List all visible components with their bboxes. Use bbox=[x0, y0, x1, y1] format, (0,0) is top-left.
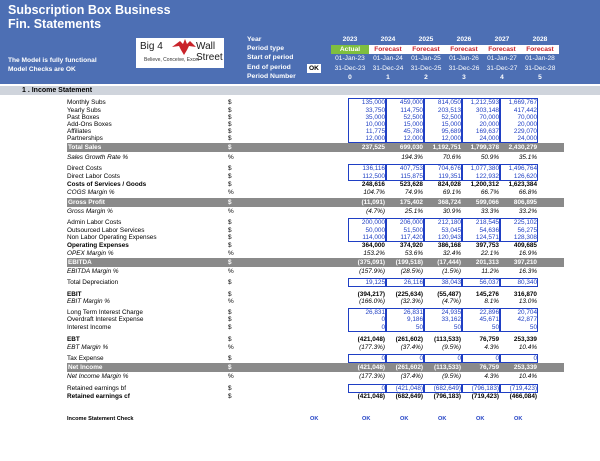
row-label-net-income: Net Income bbox=[68, 364, 103, 371]
row-label-costs-of-services-goods: Costs of Services / Goods bbox=[67, 181, 147, 188]
cell-value: 153.2% bbox=[363, 250, 385, 257]
cell-value: (796,183) bbox=[471, 385, 499, 392]
cell-value: 22.1% bbox=[480, 250, 499, 257]
cell-value: 814,050 bbox=[437, 99, 461, 106]
period-label-type: Period type bbox=[247, 45, 285, 52]
cell-value: 0 bbox=[419, 355, 423, 362]
cell-value: (28.5%) bbox=[400, 268, 423, 275]
row-label-retained-earnings-bf: Retained earnings bf bbox=[67, 385, 126, 392]
period-year: 2028 bbox=[532, 36, 548, 43]
cell-value: 225,102 bbox=[513, 219, 537, 226]
logo-text-right: Wall Street bbox=[196, 41, 223, 63]
row-label-total-depreciation: Total Depreciation bbox=[67, 279, 119, 286]
cell-value: 22,896 bbox=[479, 309, 499, 316]
cell-value: 0 bbox=[533, 355, 537, 362]
cell-value: 16.9% bbox=[518, 250, 537, 257]
cell-value: 4.3% bbox=[484, 373, 499, 380]
cell-value: 114,750 bbox=[400, 107, 423, 114]
cell-value: 15,000 bbox=[403, 121, 423, 128]
row-unit: $ bbox=[228, 259, 232, 266]
cell-value: 70,000 bbox=[517, 114, 537, 121]
cell-value: (796,183) bbox=[433, 393, 461, 400]
cell-value: 50,000 bbox=[365, 227, 385, 234]
cell-value: 523,628 bbox=[399, 181, 423, 188]
row-label-overdraft-interest-expense: Overdraft Interest Expense bbox=[67, 316, 144, 323]
cell-value: (261,602) bbox=[395, 336, 423, 343]
period-type: Actual bbox=[331, 45, 369, 54]
cell-value: (719,423) bbox=[509, 385, 537, 392]
period-start: 01-Jan-24 bbox=[373, 55, 403, 62]
cell-value: (225,634) bbox=[395, 291, 423, 298]
cell-value: 13.0% bbox=[518, 298, 537, 305]
period-type: Forecast bbox=[483, 45, 521, 54]
cell-value: 194.3% bbox=[401, 154, 423, 161]
row-label-ebitda-margin: EBITDA Margin % bbox=[67, 268, 119, 275]
check-label: Income Statement Check bbox=[67, 416, 134, 422]
cell-value: 16.3% bbox=[518, 268, 537, 275]
cell-value: 35.1% bbox=[518, 154, 537, 161]
cell-value: 253,339 bbox=[513, 336, 537, 343]
cell-value: 169,637 bbox=[475, 128, 499, 135]
cell-value: 66.8% bbox=[518, 189, 537, 196]
cell-value: 409,685 bbox=[513, 242, 537, 249]
row-label-monthly-subs: Monthly Subs bbox=[67, 99, 106, 106]
row-unit: $ bbox=[228, 144, 232, 151]
cell-value: 397,210 bbox=[513, 259, 537, 266]
cell-value: (421,048) bbox=[395, 385, 423, 392]
cell-value: 20,704 bbox=[517, 309, 537, 316]
cell-value: (421,048) bbox=[357, 364, 385, 371]
cell-value: (421,048) bbox=[357, 336, 385, 343]
cell-value: 66.7% bbox=[480, 189, 499, 196]
cell-value: 374,920 bbox=[399, 242, 423, 249]
check-ok: OK bbox=[400, 416, 409, 422]
period-end: 31-Dec-25 bbox=[410, 65, 442, 72]
cell-value: 1,077,380 bbox=[470, 165, 499, 172]
cell-value: 52,500 bbox=[403, 114, 423, 121]
row-unit: $ bbox=[228, 199, 232, 206]
cell-value: 33,162 bbox=[441, 316, 461, 323]
cell-value: 1,212,593 bbox=[470, 99, 499, 106]
cell-value: (11,091) bbox=[361, 199, 385, 206]
cell-value: 417,442 bbox=[513, 107, 537, 114]
cell-value: 206,000 bbox=[399, 219, 423, 226]
cell-value: 10,000 bbox=[365, 121, 385, 128]
cell-value: 95,689 bbox=[441, 128, 461, 135]
cell-value: 24,000 bbox=[517, 135, 537, 142]
row-unit: $ bbox=[228, 234, 232, 241]
cell-value: (719,423) bbox=[471, 393, 499, 400]
cell-value: 459,000 bbox=[399, 99, 423, 106]
cell-value: 54,636 bbox=[479, 227, 499, 234]
cell-value: 0 bbox=[381, 355, 385, 362]
cell-value: 20,000 bbox=[479, 121, 499, 128]
cell-value: 45,671 bbox=[479, 316, 499, 323]
cell-value: (375,091) bbox=[357, 259, 385, 266]
cell-value: (421,048) bbox=[357, 393, 385, 400]
cell-value: 52,500 bbox=[441, 114, 461, 121]
cell-value: 0 bbox=[381, 385, 385, 392]
cell-value: 20,000 bbox=[517, 121, 537, 128]
period-start: 01-Jan-28 bbox=[525, 55, 555, 62]
cell-value: 24,000 bbox=[479, 135, 499, 142]
period-number: 5 bbox=[538, 74, 542, 81]
cell-value: 248,616 bbox=[361, 181, 385, 188]
logo-text-left: Big 4 bbox=[140, 41, 163, 52]
cell-value: 33.3% bbox=[480, 208, 499, 215]
cell-value: 45,780 bbox=[403, 128, 423, 135]
period-number: 3 bbox=[462, 74, 466, 81]
row-unit: % bbox=[228, 268, 234, 275]
row-unit: % bbox=[228, 208, 234, 215]
cell-value: 114,000 bbox=[362, 234, 385, 241]
row-label-past-boxes: Past Boxes bbox=[67, 114, 100, 121]
header-band bbox=[0, 0, 600, 84]
check-ok: OK bbox=[362, 416, 371, 422]
period-year: 2023 bbox=[342, 36, 358, 43]
cell-value: 12,000 bbox=[365, 135, 385, 142]
cell-value: 115,875 bbox=[400, 173, 423, 180]
row-unit: $ bbox=[228, 279, 232, 286]
cell-value: 76,759 bbox=[479, 364, 499, 371]
period-start: 01-Jan-25 bbox=[411, 55, 441, 62]
row-unit: $ bbox=[228, 135, 232, 142]
cell-value: 1,192,751 bbox=[432, 144, 461, 151]
cell-value: 26,831 bbox=[403, 309, 423, 316]
cell-value: 50 bbox=[415, 324, 423, 331]
cell-value: 135,000 bbox=[361, 99, 385, 106]
model-checks-note: Model Checks are OK bbox=[8, 66, 76, 73]
cell-value: 26,116 bbox=[403, 279, 423, 286]
row-label-opex-margin: OPEX Margin % bbox=[67, 250, 114, 257]
period-start: 01-Jan-27 bbox=[487, 55, 517, 62]
cell-value: 117,420 bbox=[400, 234, 423, 241]
cell-value: 53.6% bbox=[404, 250, 423, 257]
row-unit: $ bbox=[228, 121, 232, 128]
cell-value: 316,870 bbox=[513, 291, 537, 298]
cell-value: 24,935 bbox=[441, 309, 461, 316]
check-ok: OK bbox=[476, 416, 485, 422]
cell-value: 2,430,279 bbox=[508, 144, 537, 151]
check-ok: OK bbox=[514, 416, 523, 422]
cell-value: 599,066 bbox=[475, 199, 499, 206]
cell-value: 1,496,764 bbox=[508, 165, 537, 172]
cell-value: (166.0%) bbox=[359, 298, 385, 305]
cell-value: 229,070 bbox=[513, 128, 537, 135]
section-header bbox=[0, 86, 600, 95]
cell-value: 136,116 bbox=[362, 165, 385, 172]
cell-value: 145,276 bbox=[475, 291, 499, 298]
period-end: 31-Dec-26 bbox=[448, 65, 480, 72]
company-logo bbox=[136, 38, 224, 68]
cell-value: 0 bbox=[381, 316, 385, 323]
period-number: 0 bbox=[348, 74, 352, 81]
period-type: Forecast bbox=[445, 45, 483, 54]
cell-value: 212,180 bbox=[437, 219, 461, 226]
cell-value: 237,525 bbox=[361, 144, 385, 151]
cell-value: 76,759 bbox=[479, 336, 499, 343]
row-label-non-labor-operating-expenses: Non Labor Operating Expenses bbox=[67, 234, 157, 241]
cell-value: 74.9% bbox=[404, 189, 423, 196]
period-year: 2024 bbox=[380, 36, 396, 43]
cell-value: (17,444) bbox=[437, 259, 461, 266]
cell-value: 699,030 bbox=[399, 144, 423, 151]
cell-value: 15,000 bbox=[441, 121, 461, 128]
cell-value: (9.5%) bbox=[442, 373, 461, 380]
row-label-ebit-margin: EBIT Margin % bbox=[67, 298, 110, 305]
cell-value: (682,649) bbox=[395, 393, 423, 400]
row-unit: % bbox=[228, 298, 234, 305]
period-type: Forecast bbox=[407, 45, 445, 54]
cell-value: 10.4% bbox=[518, 344, 537, 351]
cell-value: 53,045 bbox=[441, 227, 461, 234]
row-unit: $ bbox=[228, 385, 232, 392]
cell-value: 386,168 bbox=[437, 242, 461, 249]
cell-value: (37.4%) bbox=[400, 373, 423, 380]
cell-value: 112,500 bbox=[362, 173, 385, 180]
period-end: 31-Dec-23 bbox=[334, 65, 366, 72]
cell-value: 120,943 bbox=[437, 234, 461, 241]
cell-value: 32.4% bbox=[442, 250, 461, 257]
row-unit: $ bbox=[228, 242, 232, 249]
period-year: 2026 bbox=[456, 36, 472, 43]
row-unit: $ bbox=[228, 324, 232, 331]
cell-value: (4.7%) bbox=[366, 208, 385, 215]
cell-value: 0 bbox=[495, 355, 499, 362]
cell-value: 56,037 bbox=[479, 279, 499, 286]
period-end: 31-Dec-28 bbox=[524, 65, 556, 72]
row-unit: $ bbox=[228, 181, 232, 188]
cell-value: 30.9% bbox=[442, 208, 461, 215]
cell-value: (466,084) bbox=[509, 393, 537, 400]
cell-value: 9,186 bbox=[407, 316, 423, 323]
cell-value: 80,340 bbox=[517, 279, 537, 286]
row-label-operating-expenses: Operating Expenses bbox=[67, 242, 129, 249]
row-unit: % bbox=[228, 250, 234, 257]
period-type: Forecast bbox=[369, 45, 407, 54]
check-ok: OK bbox=[438, 416, 447, 422]
section-title: 1 . Income Statement bbox=[22, 87, 93, 94]
row-unit: $ bbox=[228, 336, 232, 343]
row-label-partnerships: Partnerships bbox=[67, 135, 103, 142]
cell-value: 19,125 bbox=[365, 279, 385, 286]
cell-value: 303,148 bbox=[475, 107, 499, 114]
cell-value: 70,000 bbox=[479, 114, 499, 121]
row-unit: $ bbox=[228, 128, 232, 135]
cell-value: 11,775 bbox=[365, 128, 385, 135]
row-unit: $ bbox=[228, 309, 232, 316]
period-number: 2 bbox=[424, 74, 428, 81]
row-unit: $ bbox=[228, 219, 232, 226]
cell-value: 0 bbox=[381, 324, 385, 331]
row-label-admin-labor-costs: Admin Labor Costs bbox=[67, 219, 122, 226]
cell-value: 119,351 bbox=[438, 173, 461, 180]
cell-value: (55,487) bbox=[437, 291, 461, 298]
row-label-long-term-interest-charge: Long Term Interest Charge bbox=[67, 309, 143, 316]
cell-value: 38,043 bbox=[441, 279, 461, 286]
row-label-ebt: EBT bbox=[67, 336, 80, 343]
model-status-note: The Model is fully functional bbox=[8, 57, 97, 64]
period-start: 01-Jan-23 bbox=[335, 55, 365, 62]
period-year: 2027 bbox=[494, 36, 510, 43]
period-type: Forecast bbox=[521, 45, 559, 54]
cell-value: 218,545 bbox=[475, 219, 499, 226]
cell-value: 33,750 bbox=[365, 107, 385, 114]
cell-value: 70.6% bbox=[442, 154, 461, 161]
cell-value: (9.5%) bbox=[442, 344, 461, 351]
row-label-affiliates: Affiliates bbox=[67, 128, 92, 135]
cell-value: 1,669,767 bbox=[508, 99, 537, 106]
workbook-title: Subscription Box Business bbox=[8, 3, 171, 17]
cell-value: 51,500 bbox=[403, 227, 423, 234]
period-end: 31-Dec-24 bbox=[372, 65, 404, 72]
row-unit: $ bbox=[228, 355, 232, 362]
period-number: 1 bbox=[386, 74, 390, 81]
row-label-gross-profit: Gross Profit bbox=[68, 199, 105, 206]
cell-value: (113,533) bbox=[433, 336, 461, 343]
row-label-add-ons-boxes: Add-Ons Boxes bbox=[67, 121, 112, 128]
row-label-ebitda: EBITDA bbox=[68, 259, 92, 266]
cell-value: 0 bbox=[457, 355, 461, 362]
row-unit: $ bbox=[228, 99, 232, 106]
cell-value: 35,000 bbox=[365, 114, 385, 121]
cell-value: 824,028 bbox=[437, 181, 461, 188]
period-label-end: End of period bbox=[247, 64, 291, 71]
cell-value: 704,676 bbox=[437, 165, 461, 172]
logo-tagline: Believe, Conceive, Excel bbox=[144, 57, 200, 63]
period-label-number: Period Number bbox=[247, 73, 296, 80]
row-label-gross-margin: Gross Margin % bbox=[67, 208, 113, 215]
cell-value: 1,623,384 bbox=[508, 181, 537, 188]
model-ok-flag: OK bbox=[307, 64, 321, 73]
cell-value: 397,753 bbox=[475, 242, 499, 249]
cell-value: (4.7%) bbox=[442, 298, 461, 305]
eagle-icon bbox=[171, 38, 197, 56]
cell-value: 50 bbox=[529, 324, 537, 331]
row-unit: $ bbox=[228, 291, 232, 298]
cell-value: 56,275 bbox=[517, 227, 537, 234]
row-unit: % bbox=[228, 344, 234, 351]
period-start: 01-Jan-26 bbox=[449, 55, 479, 62]
row-unit: % bbox=[228, 189, 234, 196]
check-ok: OK bbox=[310, 416, 319, 422]
cell-value: 104.7% bbox=[363, 189, 385, 196]
row-unit: $ bbox=[228, 227, 232, 234]
row-label-net-income-margin: Net Income Margin % bbox=[67, 373, 129, 380]
cell-value: 12,000 bbox=[441, 135, 461, 142]
row-label-outsourced-labor-services: Outsourced Labor Services bbox=[67, 227, 145, 234]
cell-value: (199,518) bbox=[395, 259, 423, 266]
row-label-total-sales: Total Sales bbox=[68, 144, 102, 151]
sheet-title: Fin. Statements bbox=[8, 17, 102, 31]
cell-value: 8.1% bbox=[484, 298, 499, 305]
cell-value: 806,895 bbox=[513, 199, 537, 206]
cell-value: (394,217) bbox=[357, 291, 385, 298]
cell-value: 201,313 bbox=[475, 259, 499, 266]
cell-value: 25.1% bbox=[404, 208, 423, 215]
cell-value: (682,649) bbox=[433, 385, 461, 392]
cell-value: 12,000 bbox=[403, 135, 423, 142]
row-label-sales-growth-rate: Sales Growth Rate % bbox=[67, 154, 129, 161]
row-label-cogs-margin: COGS Margin % bbox=[67, 189, 115, 196]
cell-value: (157.9%) bbox=[359, 268, 385, 275]
row-label-ebit: EBIT bbox=[67, 291, 82, 298]
cell-value: 122,932 bbox=[475, 173, 499, 180]
period-number: 4 bbox=[500, 74, 504, 81]
cell-value: 42,877 bbox=[517, 316, 537, 323]
cell-value: 69.1% bbox=[442, 189, 461, 196]
row-unit: $ bbox=[228, 107, 232, 114]
cell-value: 50 bbox=[453, 324, 461, 331]
cell-value: 253,339 bbox=[513, 364, 537, 371]
cell-value: 128,308 bbox=[513, 234, 537, 241]
row-label-retained-earnings-cf: Retained earnings cf bbox=[67, 393, 130, 400]
row-label-interest-income: Interest Income bbox=[67, 324, 112, 331]
cell-value: 50 bbox=[491, 324, 499, 331]
cell-value: 364,000 bbox=[361, 242, 385, 249]
cell-value: (177.3%) bbox=[359, 373, 385, 380]
row-label-direct-labor-costs: Direct Labor Costs bbox=[67, 173, 120, 180]
cell-value: 1,200,312 bbox=[470, 181, 499, 188]
row-unit: % bbox=[228, 154, 234, 161]
period-end: 31-Dec-27 bbox=[486, 65, 518, 72]
row-unit: % bbox=[228, 373, 234, 380]
cell-value: 200,000 bbox=[361, 219, 385, 226]
cell-value: 407,753 bbox=[399, 165, 423, 172]
period-year: 2025 bbox=[418, 36, 434, 43]
cell-value: (177.3%) bbox=[359, 344, 385, 351]
row-unit: $ bbox=[228, 316, 232, 323]
cell-value: 11.2% bbox=[481, 268, 499, 275]
cell-value: 26,831 bbox=[365, 309, 385, 316]
row-label-yearly-subs: Yearly Subs bbox=[67, 107, 101, 114]
row-unit: $ bbox=[228, 165, 232, 172]
row-unit: $ bbox=[228, 364, 232, 371]
cell-value: 203,513 bbox=[437, 107, 461, 114]
cell-value: 50.9% bbox=[480, 154, 499, 161]
cell-value: 1,799,378 bbox=[470, 144, 499, 151]
cell-value: 368,724 bbox=[437, 199, 461, 206]
row-unit: $ bbox=[228, 114, 232, 121]
cell-value: (32.3%) bbox=[400, 298, 423, 305]
cell-value: 10.4% bbox=[518, 373, 537, 380]
row-label-ebt-margin: EBT Margin % bbox=[67, 344, 109, 351]
cell-value: 33.2% bbox=[518, 208, 537, 215]
row-label-direct-costs: Direct Costs bbox=[67, 165, 102, 172]
cell-value: (113,533) bbox=[433, 364, 461, 371]
cell-value: (261,602) bbox=[395, 364, 423, 371]
cell-value: 126,620 bbox=[513, 173, 537, 180]
period-label-start: Start of period bbox=[247, 54, 294, 61]
row-unit: $ bbox=[228, 173, 232, 180]
row-label-tax-expense: Tax Expense bbox=[67, 355, 104, 362]
period-label-year: Year bbox=[247, 36, 262, 43]
cell-value: 175,402 bbox=[399, 199, 423, 206]
cell-value: (37.4%) bbox=[400, 344, 423, 351]
cell-value: 124,571 bbox=[475, 234, 499, 241]
cell-value: (1.5%) bbox=[442, 268, 461, 275]
row-unit: $ bbox=[228, 393, 232, 400]
cell-value: 4.3% bbox=[484, 344, 499, 351]
